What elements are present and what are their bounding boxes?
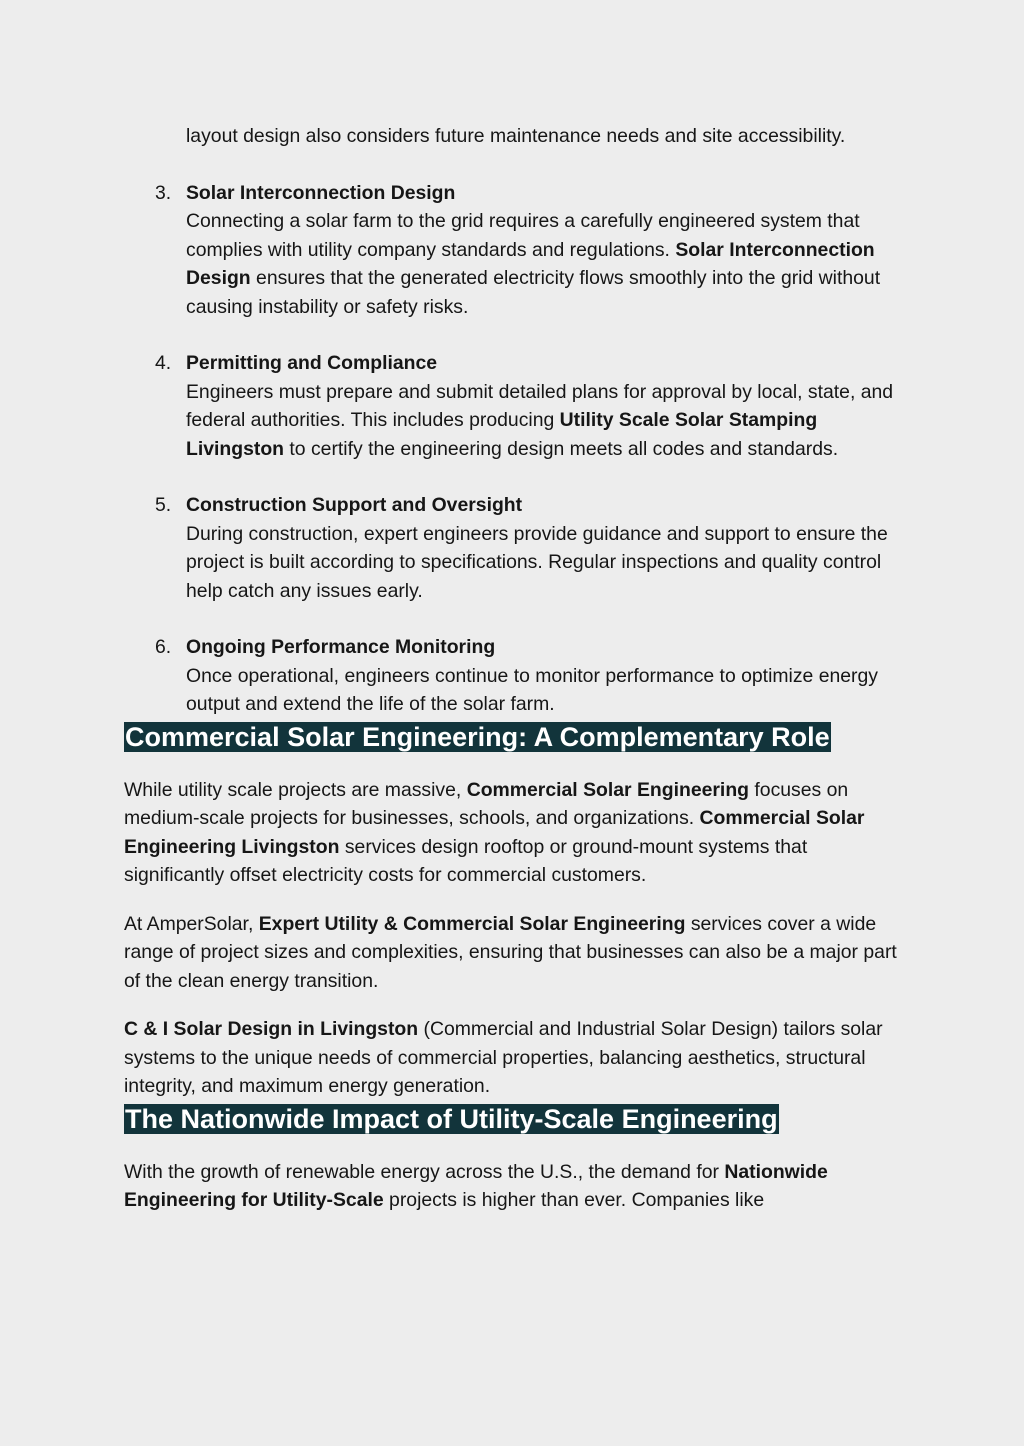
section-heading-nationwide	[124, 1101, 904, 1137]
list-item-number: 3.	[155, 181, 172, 204]
paragraph-text: (Commercial and Industrial Solar Design) tailors solar systems to the unique needs of commercial properties, balancing aesthetics, structural integrity, and maximum energy generation.	[124, 1018, 883, 1097]
description-bold-text: Solar Interconnection Design	[186, 238, 875, 289]
list-item-number: 5.	[155, 494, 172, 516]
paragraph-bold-text: Commercial Solar Engineering	[466, 778, 750, 801]
list-item-description	[186, 520, 904, 606]
paragraph-text: services cover a wide range of project sizes and complexities, ensuring that businesses can also be a major part of the clean energy transition.	[124, 912, 897, 992]
engineering-steps-list	[124, 179, 904, 719]
paragraph-commercial-intro	[124, 776, 904, 890]
document-content	[124, 122, 904, 1215]
list-item-title: Solar Interconnection Design	[186, 181, 456, 204]
paragraph-c-and-i-design	[124, 1015, 904, 1101]
paragraph-text: services design rooftop or ground-mount systems that significantly offset electricity costs for commercial customers.	[124, 835, 808, 886]
paragraph-text: focuses on medium-scale projects for businesses, schools, and organizations.	[124, 778, 849, 829]
paragraph-text: With the growth of renewable energy across the U.S., the demand for	[124, 1160, 725, 1183]
list-item	[124, 633, 904, 719]
paragraph-bold-text: Nationwide Engineering for Utility-Scale	[124, 1160, 828, 1211]
description-text: ensures that the generated electricity flows smoothly into the grid without causing instability or safety risks.	[186, 267, 881, 318]
description-text: to certify the engineering design meets all codes and standards.	[284, 437, 839, 460]
paragraph-text: At AmperSolar,	[124, 912, 259, 935]
heading-text: Commercial Solar Engineering: A Complementary Role	[125, 721, 830, 752]
section-heading-commercial	[124, 719, 904, 755]
list-item	[124, 349, 904, 463]
heading-text: The Nationwide Impact of Utility-Scale Engineering	[125, 1103, 778, 1134]
paragraph-ampersolar	[124, 910, 904, 996]
list-item-title: Ongoing Performance Monitoring	[186, 636, 496, 658]
paragraph-text: projects is higher than ever. Companies like	[383, 1189, 765, 1211]
paragraph-nationwide	[124, 1158, 904, 1215]
description-text: Connecting a solar farm to the grid requires a carefully engineered system that complies with utility company standards and regulations.	[186, 210, 860, 261]
list-item-title: Permitting and Compliance	[186, 352, 438, 374]
description-bold-text: Utility Scale Solar Stamping Livingston	[186, 409, 818, 460]
list-item-number: 4.	[155, 352, 172, 374]
list-item-description	[186, 378, 904, 464]
description-text: During construction, expert engineers provide guidance and support to ensure the project is built according to specifications. Regular inspections and quality control help catch any issues early.	[186, 522, 888, 602]
intro-continuation-text: layout design also considers future maintenance needs and site accessibility.	[186, 125, 846, 147]
list-item	[124, 491, 904, 605]
list-item-number: 6.	[155, 636, 172, 658]
paragraph-bold-text: C & I Solar Design in Livingston	[124, 1018, 419, 1040]
description-text: Once operational, engineers continue to monitor performance to optimize energy output and extend the life of the solar farm.	[186, 664, 878, 715]
paragraph-bold-text: Commercial Solar Engineering Livingston	[124, 807, 865, 858]
list-item-title: Construction Support and Oversight	[186, 494, 523, 516]
description-text: Engineers must prepare and submit detailed plans for approval by local, state, and federal authorities. This includes producing	[186, 380, 894, 431]
list-item	[124, 179, 904, 322]
list-item-description	[186, 207, 904, 321]
list-item-description	[186, 662, 904, 719]
paragraph-text: While utility scale projects are massive,	[124, 778, 467, 801]
paragraph-bold-text: Expert Utility & Commercial Solar Engineering	[258, 912, 686, 935]
